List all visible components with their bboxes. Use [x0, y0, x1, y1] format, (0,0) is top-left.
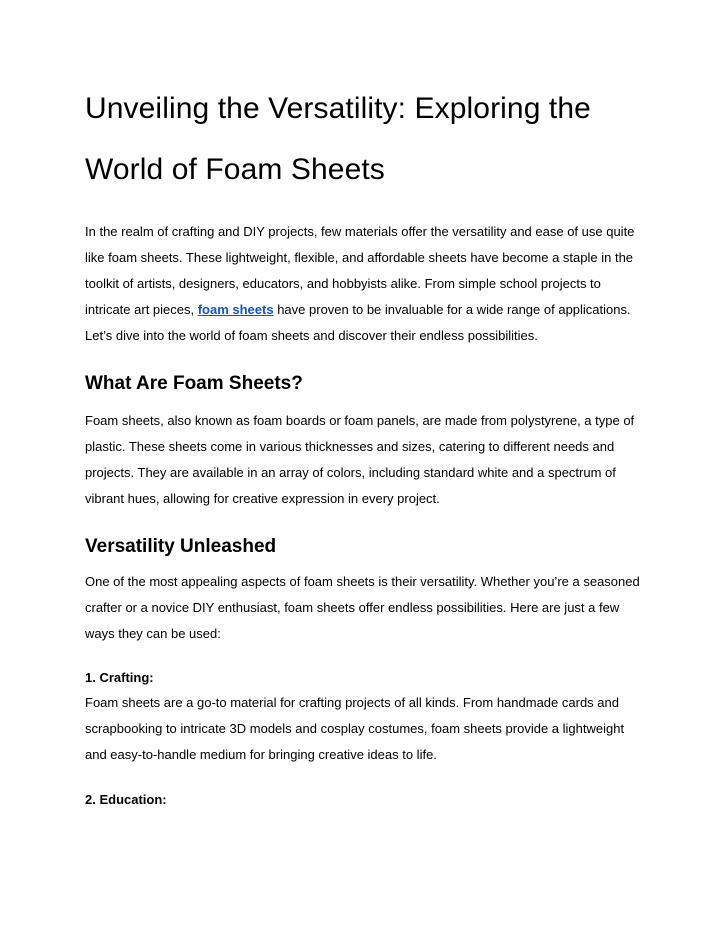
section-heading-what-are-foam-sheets: What Are Foam Sheets?: [85, 373, 303, 394]
subsection-paragraph-crafting: Foam sheets are a go-to material for crafting projects of all kinds. From handmade cards and scrapbooking to intricate 3D models and cosplay costumes, foam sheets provide a lightweight and easy-to-handle medium for bringing creative ideas to life.: [85, 695, 625, 762]
section-paragraph-what-are-foam-sheets: Foam sheets, also known as foam boards or foam panels, are made from polystyrene, a type of plastic. These sheets come in various thicknesses and sizes, catering to different needs and projects. They are available in an array of colors, including standard white and a spectrum of vibrant hues, allowing for creative expression in every project.: [85, 413, 635, 506]
foam-sheets-link[interactable]: foam sheets: [197, 302, 274, 317]
page-title: Unveiling the Versatility: Exploring the World of Foam Sheets: [85, 92, 591, 186]
intro-text-before-link: In the realm of crafting and DIY projects, few materials offer the versatility and ease of use quite like foam sheets. These lightweight, flexible, and affordable sheets have become a staple in the toolkit of artists, designers, educators, and hobbyists alike. From simple school projects to intricate art pieces,: [85, 224, 635, 317]
section-paragraph-versatility-unleashed: One of the most appealing aspects of foam sheets is their versatility. Whether you’re a seasoned crafter or a novice DIY enthusiast, foam sheets offer endless possibilities. Here are just a few ways they can be used:: [85, 574, 640, 641]
subsection-heading-crafting: 1. Crafting:: [85, 670, 154, 685]
intro-text-after-link: have proven to be invaluable for a wide range of applications. Let’s dive into the world of foam sheets and discover their endless possibilities.: [85, 302, 631, 343]
intro-paragraph: [85, 219, 645, 349]
section-heading-versatility-unleashed: Versatility Unleashed: [85, 536, 277, 557]
subsection-heading-education: 2. Education:: [85, 792, 167, 807]
